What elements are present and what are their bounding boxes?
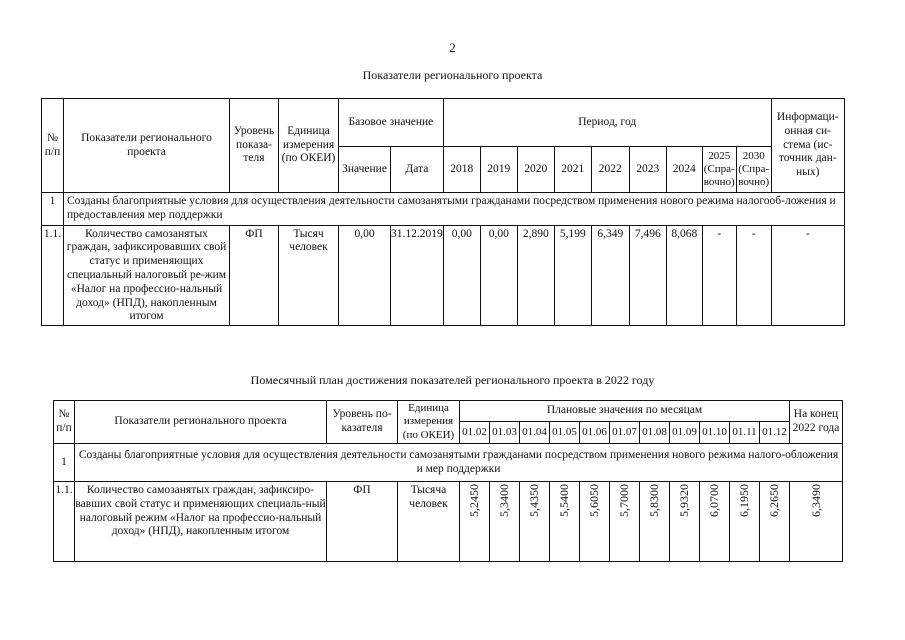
row-level: ФП <box>230 225 279 325</box>
col-num-header: № п/п <box>54 401 75 444</box>
row-month-value <box>520 482 550 562</box>
month-header: 01.12 <box>760 422 790 444</box>
month-header: 01.10 <box>700 422 730 444</box>
indicators-table <box>41 98 845 326</box>
row-num: 1.1. <box>42 225 64 325</box>
col-base-date-header: Дата <box>391 147 444 193</box>
month-header: 01.02 <box>460 422 490 444</box>
col-period-header: Период, год <box>443 99 771 147</box>
col-info-header: Информаци-онная си-стема (ис-точник дан-ных) <box>771 99 844 193</box>
month-value-text: 6,1950 <box>737 484 752 517</box>
goal-num: 1 <box>42 193 64 226</box>
row-indicator-name: Количество самозанятых граждан, зафиксиро-вавших свой статус и применяющих специаль-ный налоговый режим «Налог на профессио-нальный доход» (НПД), накопленным итогом <box>75 482 327 562</box>
row-indicator-name: Количество самозанятых граждан, зафиксировавших свой статус и применяющих специальный налоговый ре-жим «Налог на профессио-нальный доход» (НПД), накопленным итогом <box>64 225 230 325</box>
row-month-value <box>730 482 760 562</box>
month-value-text: 6,2650 <box>767 484 782 517</box>
row-month-value <box>460 482 490 562</box>
col-indicators-header: Показатели регионального проекта <box>64 99 230 193</box>
section2-title: Помесячный план достижения показателей регионального проекта в 2022 году <box>250 373 655 387</box>
row-unit: Тысяча человек <box>398 482 460 562</box>
month-value-text: 5,3400 <box>497 484 512 517</box>
month-value-text: 5,9320 <box>677 484 692 517</box>
month-header: 01.07 <box>610 422 640 444</box>
month-value-text: 5,4350 <box>527 484 542 517</box>
col-plan-header: Плановые значения по месяцам <box>460 401 790 422</box>
row-year-value: 2,890 <box>517 225 554 325</box>
col-base-value-header: Значение <box>339 147 391 193</box>
month-header: 01.09 <box>670 422 700 444</box>
month-header: 01.06 <box>580 422 610 444</box>
row-num: 1.1. <box>54 482 75 562</box>
row-year-value: 6,349 <box>591 225 629 325</box>
month-value-text: 5,7000 <box>617 484 632 517</box>
month-header: 01.03 <box>490 422 520 444</box>
row-month-value <box>490 482 520 562</box>
year-2025-header: 2025 (Спра-вочно) <box>702 147 736 193</box>
row-month-value <box>550 482 580 562</box>
year-header: 2022 <box>591 147 629 193</box>
goal-text: Созданы благоприятные условия для осуществления деятельности самозанятыми гражданами посредством применения нового режима налогооб-ложения и предоставления мер поддержки <box>64 193 845 226</box>
col-level-header: Уровень по-казателя <box>327 401 398 444</box>
row-month-value <box>670 482 700 562</box>
col-base-header: Базовое значение <box>339 99 444 147</box>
row-year-value: 7,496 <box>629 225 666 325</box>
row-end-value <box>790 482 843 562</box>
month-header: 01.05 <box>550 422 580 444</box>
col-unit-header: Единица измерения (по ОКЕИ) <box>398 401 460 444</box>
month-header: 01.04 <box>520 422 550 444</box>
row-base-date: 31.12.2019 <box>391 225 444 325</box>
year-header: 2021 <box>554 147 591 193</box>
row-month-value <box>700 482 730 562</box>
row-year-value: 8,068 <box>666 225 702 325</box>
col-level-header: Уровень показа-теля <box>230 99 279 193</box>
row-year-value: 0,00 <box>443 225 480 325</box>
month-value-text: 5,2450 <box>467 484 482 517</box>
page-number: 2 <box>449 40 456 55</box>
month-header: 01.08 <box>640 422 670 444</box>
year-header: 2023 <box>629 147 666 193</box>
col-unit-header: Единица измерения (по ОКЕИ) <box>279 99 339 193</box>
section1-title: Показатели регионального проекта <box>362 68 543 82</box>
row-month-value <box>580 482 610 562</box>
col-end-header: На конец 2022 года <box>790 401 843 444</box>
row-month-value <box>760 482 790 562</box>
row-month-value <box>610 482 640 562</box>
row-2030-value: - <box>736 225 771 325</box>
monthly-plan-table <box>53 400 843 562</box>
year-header: 2020 <box>517 147 554 193</box>
year-2030-header: 2030 (Спра-вочно) <box>736 147 771 193</box>
year-header: 2019 <box>480 147 517 193</box>
goal-text: Созданы благоприятные условия для осуществления деятельности самозанятыми гражданами посредством применения нового режима налого-обложения и мер поддержки <box>75 444 843 482</box>
col-num-header: № п/п <box>42 99 64 193</box>
row-unit: Тысяч человек <box>279 225 339 325</box>
row-level: ФП <box>327 482 398 562</box>
row-year-value: 5,199 <box>554 225 591 325</box>
row-2025-value: - <box>702 225 736 325</box>
goal-num: 1 <box>54 444 75 482</box>
end-value-text: 6,3490 <box>808 484 823 517</box>
month-value-text: 6,0700 <box>707 484 722 517</box>
year-header: 2018 <box>443 147 480 193</box>
row-base-value: 0,00 <box>339 225 391 325</box>
month-header: 01.11 <box>730 422 760 444</box>
month-value-text: 5,8300 <box>647 484 662 517</box>
year-header: 2024 <box>666 147 702 193</box>
row-year-value: 0,00 <box>480 225 517 325</box>
row-month-value <box>640 482 670 562</box>
col-indicators-header: Показатели регионального проекта <box>75 401 327 444</box>
month-value-text: 5,5400 <box>557 484 572 517</box>
month-value-text: 5,6050 <box>587 484 602 517</box>
row-info-value: - <box>771 225 844 325</box>
